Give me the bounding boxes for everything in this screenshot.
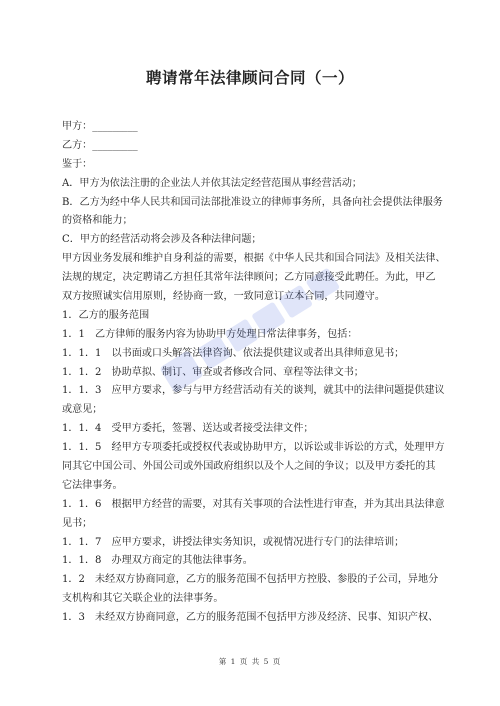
clause-line: 1．1．4 受甲方委托，签署、送达或者接受法律文件； [62,423,314,435]
clause-line: 它法律事务。 [62,479,123,491]
clause-line: 1．1．3 应甲方要求，参与与甲方经营活动有关的谈判，就其中的法律问题提供建议 [62,385,445,397]
body-line: 法规的规定，决定聘请乙方担任其常年法律顾问；乙方同意接受此聘任。为此，甲乙 [62,272,436,284]
section-heading: 1．乙方的服务范围 [62,309,150,321]
clause-line: 或意见； [62,404,103,416]
clause-line: 支机构和其它关联企业的法律事务。 [62,593,224,605]
document-body [62,118,448,628]
clause-line: 1．1．2 协助草拟、制订、审查或者修改合同、章程等法律文书； [62,366,364,378]
page-footer: 第 1 页 共 5 页 [218,657,282,666]
clause-line: 1．1．8 办理双方商定的其他法律事务。 [62,555,253,567]
body-line: 甲方因业务发展和维护自身利益的需要，根据《中华人民共和国合同法》及相关法律、 [62,253,446,265]
clause-line: 同其它中国公司、外国公司或外国政府组织以及个人之间的争议；以及甲方委托的其 [62,461,436,473]
clause-line: 1．1 乙方律师的服务内容为协助甲方处理日常法律事务，包括： [62,328,358,340]
clause-line: 1．1．6 根据甲方经营的需要，对其有关事项的合法性进行审查，并为其出具法律意 [62,498,445,510]
whereas-heading: 鉴于： [62,158,93,170]
clause-line: 见书； [62,517,93,529]
clause-line: 1．1．1 以书面或口头解答法律咨询、依法提供建议或者出具律师意见书； [62,347,405,359]
party-b-line: 乙方：_________ [62,139,138,151]
body-line: B．乙方为经中华人民共和国司法部批准设立的律师事务所，具备向社会提供法律服务 [62,196,443,208]
clause-line: 1．2 未经双方协商同意，乙方的服务范围不包括甲方控股、参股的子公司，异地分 [62,574,439,586]
clause-line: 1．1．7 应甲方要求，讲授法律实务知识，或视情况进行专门的法律培训； [62,536,405,548]
body-line: 的资格和能力； [62,215,133,227]
clause-line: 1．1．5 经甲方专项委托或授权代表或协助甲方，以诉讼或非诉讼的方式，处理甲方 [62,442,445,454]
body-line: C．甲方的经营活动将会涉及各种法律问题； [62,234,262,246]
document-title: 聘请常年法律顾问合同（一） [145,69,354,87]
party-a-line: 甲方：_________ [62,121,138,132]
body-line: 双方按照诚实信用原则，经协商一致，一致同意订立本合同，共同遵守。 [62,291,385,303]
clause-line: 1．3 未经双方协商同意，乙方的服务范围不包括甲方涉及经济、民事、知识产权、 [62,612,439,624]
body-line: A．甲方为依法注册的企业法人并依其法定经营范围从事经营活动； [62,177,363,189]
